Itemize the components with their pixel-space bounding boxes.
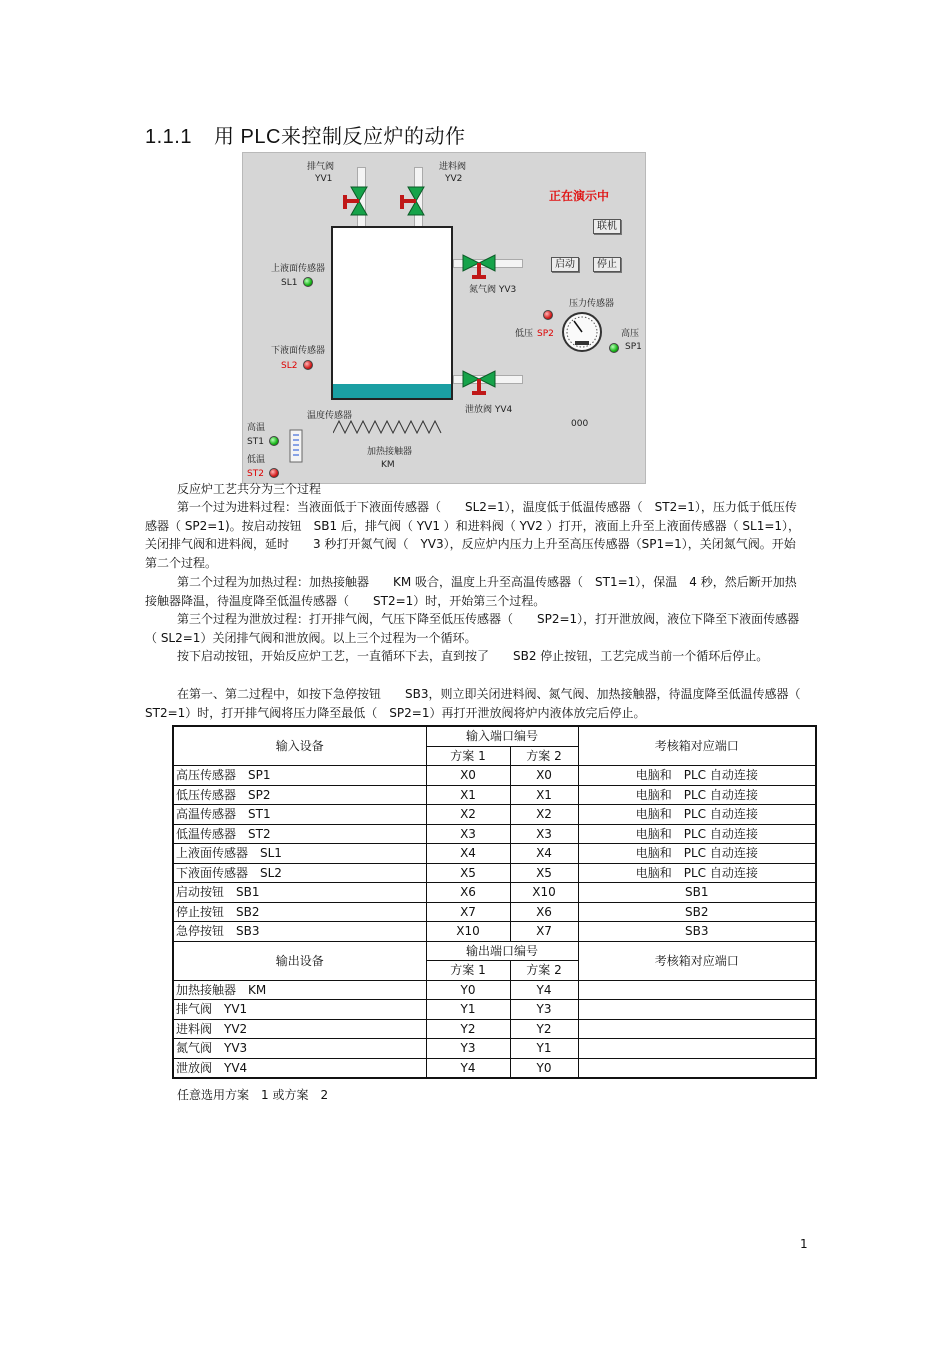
input-cell: 电脑和 PLC 自动连接 (578, 863, 816, 883)
input-cell: X2 (510, 805, 578, 825)
input-cell: X7 (510, 922, 578, 942)
input-cell: X10 (510, 883, 578, 903)
output-box-header: 考核箱对应端口 (578, 941, 816, 980)
output-row (173, 980, 816, 1000)
output-cell: 加热接触器 KM (173, 980, 426, 1000)
input-cell: 急停按钮 SB3 (173, 922, 426, 942)
output-cell: Y3 (426, 1039, 510, 1059)
paragraph-2 (145, 573, 807, 610)
input-row (173, 844, 816, 864)
output-cell: Y2 (510, 1019, 578, 1039)
output-cell (578, 1058, 816, 1078)
upper-level-sensor-label: 上液面传感器 (271, 264, 326, 274)
sl2-label: SL2 (281, 361, 298, 371)
input-cell: 高温传感器 ST1 (173, 805, 426, 825)
online-button[interactable]: 联机 (593, 219, 621, 234)
input-device-header: 输入设备 (173, 726, 426, 766)
input-box-header: 考核箱对应端口 (578, 726, 816, 766)
yv1-name-label: 排气阀 (307, 162, 335, 172)
yv4-label: 泄放阀 YV4 (465, 405, 513, 415)
output-cell: 进料阀 YV2 (173, 1019, 426, 1039)
output-cell: Y4 (510, 980, 578, 1000)
input-cell: X6 (426, 883, 510, 903)
exhaust-valve-icon[interactable] (341, 185, 375, 217)
input-cell: X4 (510, 844, 578, 864)
input-cell: 低温传感器 ST2 (173, 824, 426, 844)
output-cell: Y0 (510, 1058, 578, 1078)
output-cell (578, 1019, 816, 1039)
section-title: 用 PLC来控制反应炉的动作 (213, 126, 466, 148)
output-row (173, 1019, 816, 1039)
paragraph-2-text: 第二个过程为加热过程：加热接触器 KM 吸合，温度上升至高温传感器（ ST1=1），保温 4 秒，然后断开加热接触器降温，待温度降至低温传感器（ ST2=1）时，开始第三个过程。 (145, 575, 797, 608)
low-temp-label: 低温 (247, 455, 266, 465)
input-cell: X6 (510, 902, 578, 922)
st2-indicator (269, 468, 279, 478)
high-pressure-label: 高压 (621, 329, 640, 339)
sl1-label: SL1 (281, 278, 298, 288)
plan-note: 任意选用方案 1 或方案 2 (177, 1088, 329, 1102)
temp-sensor-label: 温度传感器 (307, 411, 353, 421)
reactor-tank (331, 226, 453, 400)
output-cell (578, 1039, 816, 1059)
output-cell: 泄放阀 YV4 (173, 1058, 426, 1078)
output-port-header: 输出端口编号 (426, 941, 578, 961)
km-label: KM (381, 460, 395, 470)
output-cell: Y0 (426, 980, 510, 1000)
input-cell: 下液面传感器 SL2 (173, 863, 426, 883)
output-cell: Y4 (426, 1058, 510, 1078)
input-row (173, 863, 816, 883)
paragraph-5 (145, 685, 807, 722)
yv1-code-label: YV1 (315, 174, 333, 184)
yv3-label: 氮气阀 YV3 (469, 285, 517, 295)
sp1-indicator (609, 343, 619, 353)
output-plan2-header: 方案 2 (510, 961, 578, 981)
input-row (173, 902, 816, 922)
input-cell: X5 (426, 863, 510, 883)
heater-coil-icon (333, 419, 443, 435)
input-cell: X1 (426, 785, 510, 805)
input-cell: X0 (426, 766, 510, 786)
st2-label: ST2 (247, 469, 264, 479)
input-cell: 电脑和 PLC 自动连接 (578, 766, 816, 786)
input-cell: SB1 (578, 883, 816, 903)
output-device-header: 输出设备 (173, 941, 426, 980)
input-cell: X2 (426, 805, 510, 825)
input-cell: X1 (510, 785, 578, 805)
section-heading (145, 120, 465, 149)
thermometer-icon (289, 429, 303, 463)
demo-status-text: 正在演示中 (549, 189, 610, 203)
start-button[interactable]: 启动 (551, 257, 579, 272)
output-plan1-header: 方案 1 (426, 961, 510, 981)
paragraph-4 (145, 647, 807, 666)
paragraph-5-text: 在第一、第二过程中，如按下急停按钮 SB3，则立即关闭进料阀、氮气阀、加热接触器，待温度降至低温传感器（ ST2=1）时，打开排气阀将压力降至最低（ SP2=1）再打开泄放阀将炉内液体放完后停止。 (145, 687, 801, 720)
nitrogen-valve-icon[interactable] (461, 253, 497, 281)
input-cell: X10 (426, 922, 510, 942)
low-pressure-label: 低压 (515, 329, 534, 339)
stop-button[interactable]: 停止 (593, 257, 621, 272)
high-temp-label: 高温 (247, 423, 266, 433)
input-cell: 启动按钮 SB1 (173, 883, 426, 903)
input-cell: 高压传感器 SP1 (173, 766, 426, 786)
output-cell: Y3 (510, 1000, 578, 1020)
output-header-row-1 (173, 941, 816, 961)
input-cell: 低压传感器 SP2 (173, 785, 426, 805)
input-row (173, 805, 816, 825)
process-caption: 反应炉工艺共分为三个过程 (177, 482, 322, 496)
input-row (173, 766, 816, 786)
paragraph-1 (145, 498, 807, 572)
input-cell: 上液面传感器 SL1 (173, 844, 426, 864)
output-row (173, 1000, 816, 1020)
output-row (173, 1058, 816, 1078)
input-cell: 电脑和 PLC 自动连接 (578, 844, 816, 864)
sp2-indicator (543, 310, 553, 320)
paragraph-1-text: 第一个过为进料过程：当液面低于下液面传感器（ SL2=1），温度低于低温传感器（ ST2=1），压力低于低压传感器（ SP2=1)。按启动按钮 SB1 后，排气阀（ YV1 ）和进料阀（ YV2 ）打开，液面上升至上液面传感器（ SL1=1），关闭排气阀和进料阀，延时 3 秒打开氮气阀（ YV3），反应炉内压力上升至高压传感器（SP1=1），关闭氮气阀。开始第二个过程。 (145, 500, 801, 570)
output-cell: 排气阀 YV1 (173, 1000, 426, 1020)
input-cell: X4 (426, 844, 510, 864)
input-plan1-header: 方案 1 (426, 746, 510, 766)
yv2-code-label: YV2 (445, 174, 463, 184)
output-cell: 氮气阀 YV3 (173, 1039, 426, 1059)
pressure-sensor-label: 压力传感器 (569, 299, 615, 309)
input-row (173, 785, 816, 805)
input-row (173, 883, 816, 903)
input-cell: X0 (510, 766, 578, 786)
input-cell: X3 (510, 824, 578, 844)
counter-readout: 000 (571, 419, 589, 429)
output-cell: Y1 (426, 1000, 510, 1020)
st1-label: ST1 (247, 437, 264, 447)
input-cell: SB2 (578, 902, 816, 922)
tank-liquid (333, 384, 451, 398)
output-cell (578, 980, 816, 1000)
reactor-simulation-panel (242, 152, 646, 484)
input-cell: X3 (426, 824, 510, 844)
drain-valve-icon[interactable] (461, 369, 497, 397)
input-cell: 电脑和 PLC 自动连接 (578, 785, 816, 805)
io-assignment-table (172, 725, 817, 1079)
heater-label: 加热接触器 (367, 447, 413, 457)
input-header-row-1 (173, 726, 816, 746)
input-cell: 电脑和 PLC 自动连接 (578, 805, 816, 825)
paragraph-4-text: 按下启动按钮，开始反应炉工艺，一直循环下去，直到按了 SB2 停止按钮，工艺完成当前一个循环后停止。 (177, 649, 769, 663)
input-cell: SB3 (578, 922, 816, 942)
yv2-name-label: 进料阀 (439, 162, 467, 172)
output-row (173, 1039, 816, 1059)
sl2-indicator (303, 360, 313, 370)
input-cell: 停止按钮 SB2 (173, 902, 426, 922)
sl1-indicator (303, 277, 313, 287)
lower-level-sensor-label: 下液面传感器 (271, 346, 326, 356)
feed-valve-icon[interactable] (398, 185, 432, 217)
input-plan2-header: 方案 2 (510, 746, 578, 766)
section-number: 1.1.1 (145, 126, 192, 148)
input-port-header: 输入端口编号 (426, 726, 578, 746)
input-cell: 电脑和 PLC 自动连接 (578, 824, 816, 844)
sp2-label: SP2 (537, 329, 554, 339)
input-row (173, 922, 816, 942)
pressure-gauge-icon (561, 311, 603, 353)
input-cell: X5 (510, 863, 578, 883)
input-cell: X7 (426, 902, 510, 922)
output-cell (578, 1000, 816, 1020)
output-cell: Y1 (510, 1039, 578, 1059)
st1-indicator (269, 436, 279, 446)
paragraph-3-text: 第三个过程为泄放过程：打开排气阀，气压下降至低压传感器（ SP2=1），打开泄放阀，液位下降至下液面传感器（ SL2=1）关闭排气阀和泄放阀。以上三个过程为一个循环。 (145, 612, 800, 645)
page-number: 1 (800, 1237, 808, 1251)
paragraph-3 (145, 610, 807, 647)
output-cell: Y2 (426, 1019, 510, 1039)
input-row (173, 824, 816, 844)
sp1-label: SP1 (625, 342, 642, 352)
